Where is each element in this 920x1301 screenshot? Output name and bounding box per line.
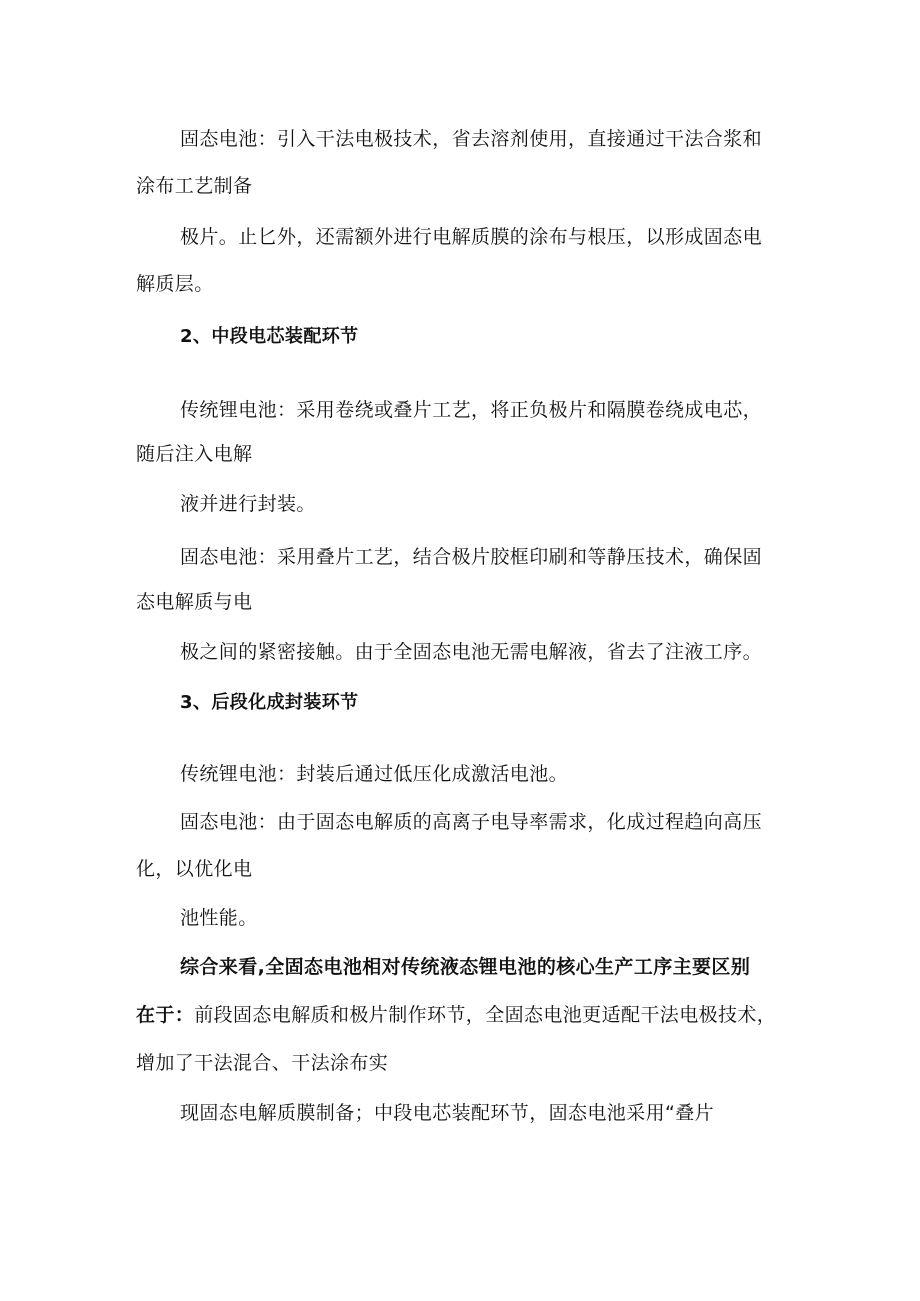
paragraph-line: 随后注入电解 [136, 443, 253, 465]
summary-line: 增加了干法混合、干法涂布实 [136, 1052, 389, 1074]
paragraph-line: 固态电池：采用叠片工艺，结合极片胶框印刷和等静压技术，确保固 [180, 546, 763, 568]
paragraph-line: 解质层。 [136, 273, 214, 295]
paragraph-line: 液并进行封装。 [180, 493, 316, 515]
paragraph-line: 涂布工艺制备 [136, 175, 253, 197]
paragraph-line: 化，以优化电 [136, 858, 253, 880]
summary-text: 前段固态电解质和极片制作环节，全固态电池更适配干法电极技术， [194, 1004, 777, 1026]
paragraph-line: 极之间的紧密接触。由于全固态电池无需电解液，省去了注液工序。 [180, 641, 763, 663]
paragraph-line: 极片。止匕外，还需额外进行电解质膜的涂布与根压，以形成固态电 [180, 226, 763, 248]
summary-bold-lead: 在于： [136, 1004, 195, 1026]
paragraph-line: 传统锂电池：封装后通过低压化成激活电池。 [180, 763, 569, 785]
paragraph-line: 池性能。 [180, 907, 258, 929]
section-heading: 3、后段化成封装环节 [180, 692, 359, 713]
summary-line [136, 1003, 776, 1027]
paragraph-line: 固态电池：引入干法电极技术，省去溶剂使用，直接通过干法合浆和 [180, 128, 763, 150]
paragraph-line: 固态电池：由于固态电解质的高离子电导率需求，化成过程趋向高压 [180, 811, 763, 833]
section-heading: 2、中段电芯装配环节 [180, 326, 359, 347]
paragraph-line: 态电解质与电 [136, 591, 253, 613]
paragraph-line: 传统锂电池：采用卷绕或叠片工艺，将正负极片和隔膜卷绕成电芯， [180, 399, 763, 421]
summary-line: 综合来看,全固态电池相对传统液态锂电池的核心生产工序主要区别 [180, 956, 751, 978]
paragraph-line: 现固态电解质膜制备；中段电芯装配环节，固态电池采用“叠片 [180, 1102, 715, 1124]
